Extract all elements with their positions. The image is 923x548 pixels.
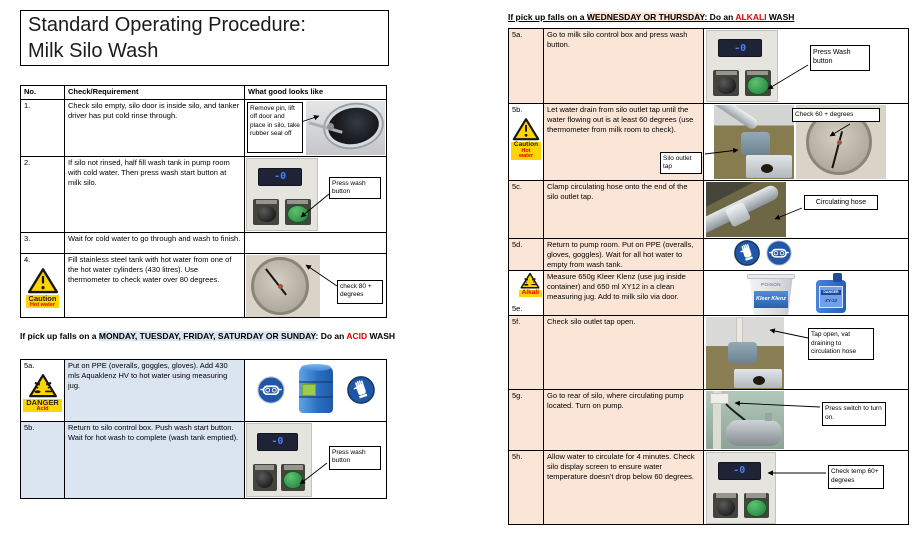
warning-subtitle: Hot water bbox=[29, 301, 56, 308]
row2-text: If silo not rinsed, half fill wash tank in pump room with cold water. Then press wash start button at milk silo. bbox=[65, 157, 245, 233]
heading-prefix: If pick up falls on a bbox=[20, 331, 99, 341]
heading-wash-type: ALKALI bbox=[735, 12, 767, 22]
temperature-display bbox=[718, 39, 762, 57]
alkali-5e-no bbox=[509, 271, 544, 316]
warning-title: DANGER bbox=[26, 397, 59, 407]
acid-wash-table bbox=[20, 359, 387, 499]
warning-title: Caution bbox=[28, 293, 57, 303]
header-check: Check/Requirement bbox=[65, 86, 245, 100]
display-reading: -0 bbox=[274, 171, 287, 183]
table-row bbox=[21, 422, 387, 499]
alkali-5e-image-cell bbox=[704, 271, 909, 316]
alkali-5f-text: Check silo outlet tap open. bbox=[544, 316, 704, 390]
callout-arrow bbox=[822, 122, 854, 140]
callout-press-wash: Press wash button bbox=[329, 446, 381, 470]
alkali-5a-no: 5a. bbox=[509, 29, 544, 104]
bucket-label-text: Kleer Klenz bbox=[756, 295, 786, 302]
callout-arrow bbox=[762, 468, 828, 478]
callout-arrow bbox=[728, 398, 822, 414]
alkali-5c-image-cell bbox=[704, 181, 909, 239]
silo-hinge bbox=[327, 123, 334, 130]
corrosive-triangle-icon bbox=[520, 272, 540, 289]
callout-arrow bbox=[301, 260, 339, 288]
acid-5a-no bbox=[21, 360, 65, 422]
callout-arrow bbox=[760, 61, 810, 93]
acid-5a-image-cell bbox=[245, 360, 387, 422]
title-line1: Standard Operating Procedure: bbox=[28, 14, 306, 36]
acid-5a-text: Put on PPE (overalls, goggles, gloves). Add 430 mls Aquaklenz HV to hot water using measuring jug. bbox=[65, 360, 245, 422]
jug-danger-text: DANGER bbox=[823, 290, 839, 295]
document-title-box bbox=[20, 10, 389, 66]
acid-5b-no: 5b. bbox=[21, 422, 65, 499]
table-row bbox=[509, 104, 909, 181]
row1-image-cell bbox=[245, 100, 387, 157]
alkali-5h-text: Allow water to circulate for 4 minutes. Check silo display screen to ensure water temperature doesn't drop below 60 degrees. bbox=[544, 451, 704, 525]
table-row bbox=[21, 233, 387, 254]
warning-title: Caution bbox=[513, 140, 539, 148]
warning-subtitle: Acid bbox=[36, 405, 49, 412]
alkali-wash-heading bbox=[508, 12, 794, 22]
caution-hot-water-icon bbox=[512, 117, 540, 160]
ppe-goggles-icon bbox=[766, 240, 792, 266]
bucket-brand-text: POISON bbox=[761, 282, 781, 288]
callout-press-wash: Press wash button bbox=[329, 177, 381, 199]
row2-image-cell bbox=[245, 157, 387, 233]
title-line2: Milk Silo Wash bbox=[28, 40, 159, 62]
alkali-5g-image-cell bbox=[704, 390, 909, 451]
danger-acid-icon bbox=[24, 373, 61, 413]
heading-days-highlight: MONDAY, TUESDAY, FRIDAY, SATURDAY OR SUNDAY bbox=[98, 331, 316, 341]
display-reading: -0 bbox=[733, 465, 746, 477]
display-reading: -0 bbox=[734, 42, 747, 54]
row2-no: 2. bbox=[21, 157, 65, 233]
heading-days-highlight: WEDNESDAY OR THURSDAY bbox=[586, 12, 705, 22]
alkali-5a-image-cell bbox=[704, 29, 909, 104]
heading-mid: : Do an bbox=[704, 12, 736, 22]
temperature-display bbox=[257, 433, 297, 452]
table-row bbox=[509, 390, 909, 451]
warning-label bbox=[26, 295, 60, 309]
callout-arrow bbox=[293, 460, 329, 488]
temperature-display bbox=[258, 168, 302, 186]
heading-suffix: WASH bbox=[766, 12, 795, 22]
jug-label-text: XY-12 bbox=[824, 298, 838, 304]
heading-wash-type: ACID bbox=[346, 331, 368, 341]
main-check-table bbox=[20, 85, 387, 318]
alkali-5e-text: Measure 650g Kleer Klenz (use jug inside container) and 650 ml XY12 in a clean measuring jug. Add to milk silo via door. bbox=[544, 271, 704, 316]
silo-outlet-tap-photo bbox=[714, 105, 794, 179]
callout-check-80: check 80 + degrees bbox=[337, 280, 383, 304]
caution-hot-water-icon bbox=[24, 267, 61, 309]
callout-check-temp: Check temp 60+ degrees bbox=[828, 465, 884, 489]
warning-subtitle: Alkali bbox=[521, 289, 539, 297]
alkali-5d-image-cell bbox=[704, 239, 909, 271]
table-row bbox=[21, 254, 387, 318]
table-row bbox=[21, 360, 387, 422]
callout-arrow bbox=[762, 324, 810, 344]
callout-press-switch: Press switch to turn on. bbox=[822, 402, 886, 426]
selector-knob bbox=[253, 464, 277, 491]
alkali-5b-no bbox=[509, 104, 544, 181]
alkali-5h-no: 5h. bbox=[509, 451, 544, 525]
row4-no-label: 4. bbox=[24, 255, 31, 264]
alkali-5b-text: Let water drain from silo outlet tap until the water flowing out is at least 60 degrees (use thermometer from milk room to check). bbox=[547, 105, 694, 134]
ppe-gloves-icon bbox=[347, 376, 375, 404]
alkali-5f-no: 5f. bbox=[509, 316, 544, 390]
alkali-5b-text-cell bbox=[544, 104, 704, 181]
row3-no: 3. bbox=[21, 233, 65, 254]
row4-image-cell bbox=[245, 254, 387, 318]
callout-check-60: Check 60 + degrees bbox=[792, 108, 880, 122]
silo-door-photo bbox=[306, 101, 385, 155]
alkali-5d-no: 5d. bbox=[509, 239, 544, 271]
corrosive-triangle-icon bbox=[28, 373, 58, 398]
table-row bbox=[21, 100, 387, 157]
kleer-klenz-bucket-icon bbox=[746, 273, 796, 315]
alkali-5b-no-label: 5b. bbox=[512, 105, 523, 114]
row4-text: Fill stainless steel tank with hot water from one of the hot water cylinders (430 litres). Use thermometer to check water over 80 degrees. bbox=[65, 254, 245, 318]
callout-arrow bbox=[704, 144, 742, 158]
warning-triangle-icon bbox=[512, 117, 540, 141]
row1-no: 1. bbox=[21, 100, 65, 157]
alkali-5c-no: 5c. bbox=[509, 181, 544, 239]
row3-image-cell bbox=[245, 233, 387, 254]
acid-5b-image-cell bbox=[245, 422, 387, 499]
callout-arrow bbox=[293, 191, 331, 221]
warning-label bbox=[23, 399, 62, 413]
control-buttons bbox=[713, 489, 769, 518]
table-header-row bbox=[21, 86, 387, 100]
table-row bbox=[509, 451, 909, 525]
xy12-jug-icon bbox=[816, 273, 846, 313]
row1-text: Check silo empty, silo door is inside silo, and tanker driver has put cold rinse through. bbox=[65, 100, 245, 157]
alkali-5f-image-cell bbox=[704, 316, 909, 390]
alkali-5d-text: Return to pump room. Put on PPE (overalls, gloves, goggles). Wait for all hot water to empty from wash tank. bbox=[544, 239, 704, 271]
warning-subtitle: Hot water bbox=[518, 147, 534, 160]
callout-silo-outlet-tap: Silo outlet tap bbox=[660, 152, 702, 174]
wash-start-button bbox=[744, 493, 769, 519]
callout-arrow bbox=[768, 205, 804, 223]
heading-suffix: WASH bbox=[367, 331, 396, 341]
callout-circulating-hose: Circulating hose bbox=[804, 195, 878, 210]
alkali-5e-no-label: 5e. bbox=[512, 303, 523, 313]
ppe-gloves-icon bbox=[734, 240, 760, 266]
alkali-warning-icon bbox=[519, 272, 542, 297]
selector-knob bbox=[713, 70, 739, 96]
selector-knob bbox=[253, 199, 279, 225]
control-box-photo bbox=[706, 452, 776, 524]
acid-5a-no-label: 5a. bbox=[24, 361, 35, 370]
warning-label bbox=[511, 142, 541, 160]
display-reading: -0 bbox=[271, 436, 284, 448]
row4-no bbox=[21, 254, 65, 318]
temperature-display bbox=[718, 462, 761, 480]
table-row bbox=[509, 271, 909, 316]
acid-5b-text: Return to silo control box. Push wash start button. Wait for hot wash to complete (wash tank emptied). bbox=[65, 422, 245, 499]
table-row bbox=[21, 157, 387, 233]
warning-label bbox=[519, 290, 542, 297]
ppe-goggles-icon bbox=[257, 376, 285, 404]
selector-knob bbox=[713, 493, 738, 519]
row3-text: Wait for cold water to go through and wash to finish. bbox=[65, 233, 245, 254]
header-no: No. bbox=[21, 86, 65, 100]
callout-tap-open: Tap open, vat draining to circulation hose bbox=[808, 328, 874, 360]
callout-remove-pin: Remove pin, lift off door and place in silo, take rubber seal off bbox=[247, 102, 303, 153]
acid-wash-heading bbox=[20, 331, 395, 341]
alkali-5g-text: Go to rear of silo, where circulating pump located. Turn on pump. bbox=[544, 390, 704, 451]
table-row bbox=[509, 239, 909, 271]
heading-mid: : Do an bbox=[315, 331, 347, 341]
callout-press-wash: Press Wash button bbox=[810, 45, 870, 71]
heading-prefix: If pick up falls on a bbox=[508, 12, 587, 22]
warning-triangle-icon bbox=[27, 267, 59, 294]
alkali-5h-image-cell bbox=[704, 451, 909, 525]
table-row bbox=[509, 29, 909, 104]
alkali-5g-no: 5g. bbox=[509, 390, 544, 451]
table-row bbox=[509, 181, 909, 239]
table-row bbox=[509, 316, 909, 390]
alkali-wash-table bbox=[508, 28, 909, 525]
header-good: What good looks like bbox=[245, 86, 387, 100]
alkali-5a-text: Go to milk silo control box and press wash button. bbox=[544, 29, 704, 104]
alkali-5b-image-cell bbox=[704, 104, 909, 181]
chemical-drum-icon bbox=[299, 367, 333, 413]
alkali-5c-text: Clamp circulating hose onto the end of the silo outlet tap. bbox=[544, 181, 704, 239]
